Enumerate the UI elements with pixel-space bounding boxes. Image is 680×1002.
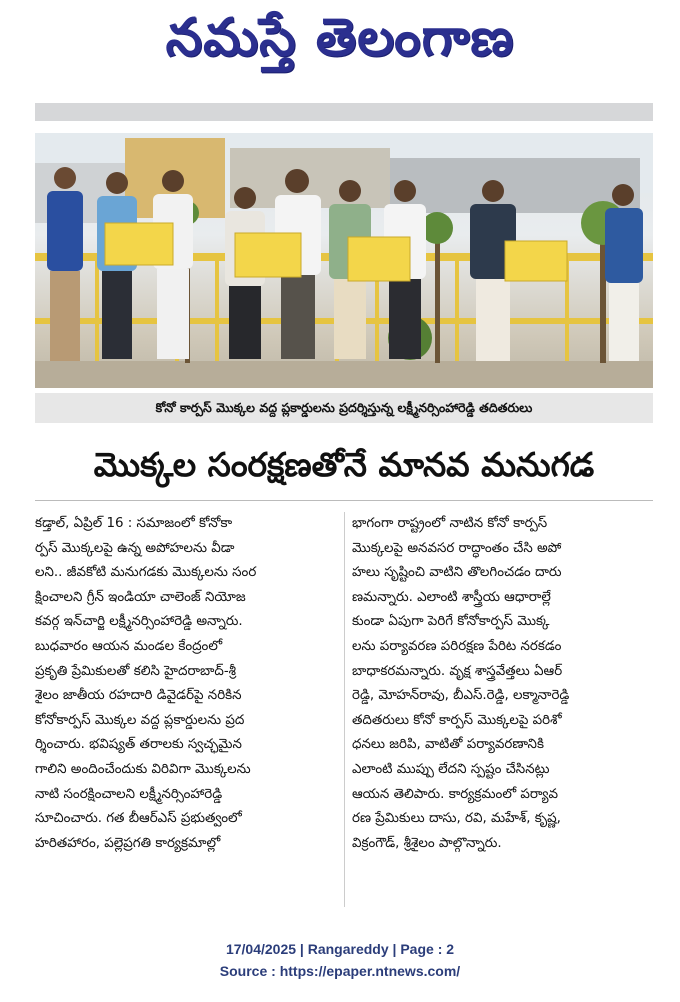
- source-link[interactable]: Source : https://epaper.ntnews.com/: [219, 963, 461, 979]
- article-line: హలు సృష్టించి వాటిని తొలగించడం దారు: [352, 565, 562, 581]
- newspaper-logo: నమస్తే తెలంగాణ: [165, 8, 515, 68]
- article-line: రణ ప్రేమికులు దాసు, రవి, మహేశ్, కృష్ణ,: [352, 811, 561, 827]
- column-divider: [344, 512, 345, 907]
- article-line: తదితరులు కోనో కార్పస్ మొక్కలపై పరిశో: [352, 712, 562, 728]
- article-line: విక్రంగౌడ్, శ్రీశైలం పాల్గొన్నారు.: [352, 835, 502, 851]
- article-line: ఆయన తెలిపారు. కార్యక్రమంలో పర్యావ: [352, 786, 559, 802]
- article-line: కవర్గ ఇన్‌చార్జి లక్ష్మీనర్సింహారెడ్డి అన్నారు.: [35, 614, 243, 630]
- masthead: [0, 0, 680, 100]
- photo-illustration: [35, 133, 653, 388]
- photo-caption: కోనో కార్పస్ మొక్కల వద్ద ప్లకార్డులను ప్రదర్శిస్తున్న లక్ష్మీనర్సింహారెడ్డి తదితరులు: [35, 393, 653, 423]
- article-line: రెడ్డి, మోహన్‌రావు, బీఎస్.రెడ్డి, లక్మానారెడ్డి: [352, 688, 570, 704]
- article-line: కుండా ఏపుగా పెరిగే కోనోకార్పస్ మొక్క: [352, 614, 550, 630]
- article-line: ధనలు జరిపి, వాటితో పర్యావరణానికి: [352, 737, 544, 753]
- edition-info: 17/04/2025 | Rangareddy | Page : 2: [225, 941, 455, 957]
- article-line: ఎలాంటి ముప్పు లేదని స్పష్టం చేసినట్లు: [352, 761, 550, 777]
- article-headline: మొక్కల సంరక్షణతోనే మానవ మనుగడ: [93, 445, 595, 484]
- article-line: ప్రకృతి ప్రేమికులతో కలిసి హైదరాబాద్-శ్రీ: [35, 663, 237, 679]
- article-line: కోనోకార్పస్ మొక్కల వద్ద ప్లకార్డులను ప్రద: [35, 712, 245, 728]
- article-line: లని.. జీవకోటి మనుగడకు మొక్కలను సంర: [35, 565, 257, 581]
- article-line: సూచించారు. గత బీఆర్‌ఎస్ ప్రభుత్వంలో: [35, 811, 242, 827]
- headline-rule: [35, 500, 653, 501]
- article-line: నాటి సంరక్షించాలని లక్ష్మీనర్సింహారెడ్డి: [35, 786, 223, 802]
- article-column-right: [352, 512, 658, 912]
- article-line: బుధవారం ఆయన మండల కేంద్రంలో: [35, 638, 223, 654]
- article-line: గాలిని అందించేందుకు విరివిగా మొక్కలను: [35, 761, 251, 777]
- article-line: ణమన్నారు. ఎలాంటి శాస్త్రీయ ఆధారాల్లే: [352, 589, 551, 605]
- article-line: శైలం జాతీయ రహదారి డివైడర్‌పై నరికిన: [35, 688, 242, 704]
- article-line: ర్శించారు. భవిష్యత్ తరాలకు స్వచ్ఛమైన: [35, 737, 242, 753]
- article-line: లను పర్యావరణ పరిరక్షణ పేరిట నరకడం: [352, 638, 562, 654]
- article-column-left: [35, 512, 341, 912]
- article-line: బాధాకరమన్నారు. వృక్ష శాస్త్రవేత్తలు ఏఆర్: [352, 663, 563, 679]
- article-line: ర్పస్ మొక్కలపై ఉన్న అపోహలను వీడా: [35, 540, 235, 556]
- article-line: భాగంగా రాష్ట్రంలో నాటిన కోనో కార్పస్: [352, 516, 548, 531]
- article-line: హరితహారం, పల్లెప్రగతి కార్యక్రమాల్లో: [35, 835, 221, 851]
- news-photo: [35, 133, 653, 388]
- header-divider-bar: [35, 103, 653, 121]
- article-line: కడ్తాల్, ఏప్రిల్ 16 : సమాజంలో కోనోకా: [35, 516, 233, 531]
- article-line: క్షించాలని గ్రీన్ ఇండియా చాలెంజ్ నియోజ: [35, 589, 246, 605]
- article-line: మొక్కలపై అనవసర రాద్ధాంతం చేసి అపో: [352, 540, 562, 556]
